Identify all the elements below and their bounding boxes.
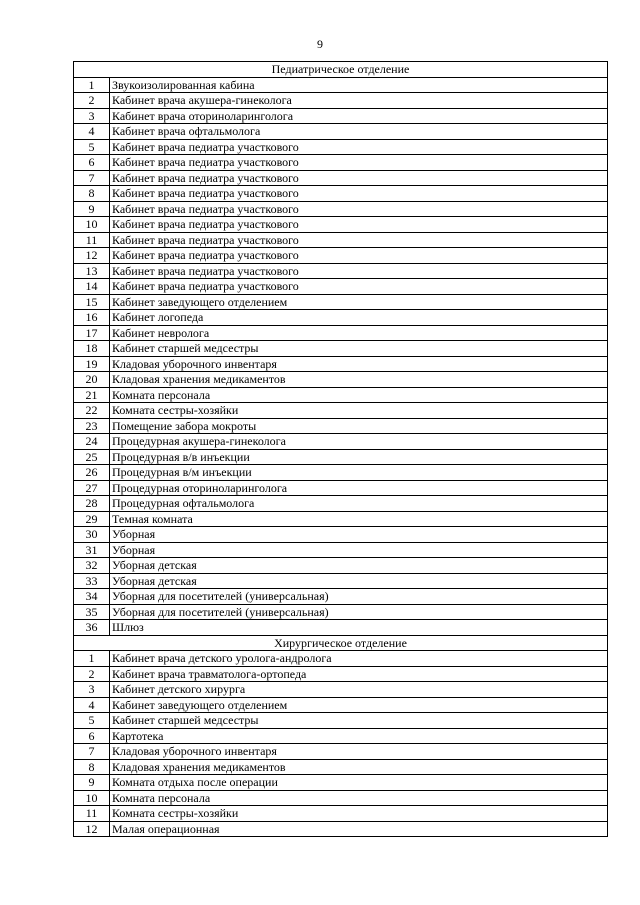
room-name: Кладовая хранения медикаментов [110,759,608,775]
room-name: Кабинет логопеда [110,310,608,326]
table-row [74,372,608,388]
table-row [74,666,608,682]
row-number: 14 [74,279,110,295]
room-name: Кабинет врача педиатра участкового [110,263,608,279]
row-number: 2 [74,93,110,109]
room-name: Кабинет старшей медсестры [110,341,608,357]
room-name: Кабинет врача детского уролога-андролога [110,651,608,667]
row-number: 15 [74,294,110,310]
table-row [74,620,608,636]
table-row [74,465,608,481]
row-number: 16 [74,310,110,326]
room-name: Кабинет заведующего отделением [110,294,608,310]
room-name: Кабинет врача травматолога-ортопеда [110,666,608,682]
room-name: Уборная [110,542,608,558]
table-row [74,449,608,465]
table-row [74,217,608,233]
row-number: 18 [74,341,110,357]
room-name: Кабинет врача педиатра участкового [110,139,608,155]
row-number: 6 [74,155,110,171]
room-name: Кабинет врача педиатра участкового [110,279,608,295]
room-name: Кабинет врача акушера-гинеколога [110,93,608,109]
row-number: 24 [74,434,110,450]
table-row [74,806,608,822]
row-number: 34 [74,589,110,605]
room-name: Кабинет врача педиатра участкового [110,186,608,202]
table-row [74,108,608,124]
row-number: 3 [74,108,110,124]
table-row [74,589,608,605]
table-row [74,201,608,217]
row-number: 28 [74,496,110,512]
row-number: 12 [74,248,110,264]
row-number: 29 [74,511,110,527]
row-number: 23 [74,418,110,434]
room-name: Комната сестры-хозяйки [110,403,608,419]
row-number: 11 [74,806,110,822]
row-number: 21 [74,387,110,403]
table-row [74,356,608,372]
table-row [74,124,608,140]
room-name: Уборная [110,527,608,543]
room-name: Кабинет врача педиатра участкового [110,155,608,171]
room-name: Процедурная оториноларинголога [110,480,608,496]
row-number: 4 [74,124,110,140]
table-row [74,294,608,310]
room-name: Уборная для посетителей (универсальная) [110,589,608,605]
row-number: 10 [74,217,110,233]
row-number: 33 [74,573,110,589]
row-number: 8 [74,186,110,202]
page-number: 9 [317,37,323,51]
row-number: 12 [74,821,110,837]
room-name: Кабинет врача педиатра участкового [110,232,608,248]
row-number: 32 [74,558,110,574]
row-number: 11 [74,232,110,248]
table-row [74,821,608,837]
row-number: 6 [74,728,110,744]
table-row [74,77,608,93]
row-number: 1 [74,651,110,667]
row-number: 5 [74,139,110,155]
table-row [74,248,608,264]
rooms-table [73,61,608,837]
room-name: Темная комната [110,511,608,527]
table-row [74,775,608,791]
room-name: Кабинет старшей медсестры [110,713,608,729]
row-number: 5 [74,713,110,729]
table-row [74,93,608,109]
room-name: Кабинет врача педиатра участкового [110,248,608,264]
table-row [74,790,608,806]
room-name: Уборная детская [110,573,608,589]
table-row [74,651,608,667]
section-title: Хирургическое отделение [74,635,608,651]
room-name: Комната персонала [110,790,608,806]
row-number: 10 [74,790,110,806]
room-name: Кабинет врача офтальмолога [110,124,608,140]
row-number: 22 [74,403,110,419]
room-name: Кладовая хранения медикаментов [110,372,608,388]
room-name: Процедурная офтальмолога [110,496,608,512]
table-row [74,139,608,155]
room-name: Комната персонала [110,387,608,403]
row-number: 35 [74,604,110,620]
row-number: 1 [74,77,110,93]
row-number: 25 [74,449,110,465]
room-name: Помещение забора мокроты [110,418,608,434]
room-name: Малая операционная [110,821,608,837]
room-name: Процедурная в/м инъекции [110,465,608,481]
row-number: 26 [74,465,110,481]
table-row [74,263,608,279]
section-title: Педиатрическое отделение [74,62,608,78]
room-name: Процедурная в/в инъекции [110,449,608,465]
room-name: Комната сестры-хозяйки [110,806,608,822]
table-row [74,434,608,450]
table-row [74,728,608,744]
table-row [74,232,608,248]
room-name: Кабинет врача педиатра участкового [110,170,608,186]
row-number: 31 [74,542,110,558]
table-row [74,573,608,589]
room-name: Картотека [110,728,608,744]
table-row [74,480,608,496]
rooms-table-body [74,62,608,837]
table-row [74,403,608,419]
row-number: 36 [74,620,110,636]
room-name: Кабинет заведующего отделением [110,697,608,713]
room-name: Процедурная акушера-гинеколога [110,434,608,450]
table-row [74,387,608,403]
room-name: Кабинет невролога [110,325,608,341]
row-number: 3 [74,682,110,698]
section-header-row [74,62,608,78]
row-number: 17 [74,325,110,341]
room-name: Кабинет врача педиатра участкового [110,201,608,217]
row-number: 4 [74,697,110,713]
row-number: 7 [74,744,110,760]
table-row [74,186,608,202]
row-number: 19 [74,356,110,372]
table-row [74,170,608,186]
room-name: Кабинет врача оториноларинголога [110,108,608,124]
table-row [74,682,608,698]
room-name: Кабинет детского хирурга [110,682,608,698]
row-number: 7 [74,170,110,186]
table-row [74,418,608,434]
room-name: Кладовая уборочного инвентаря [110,744,608,760]
table-row [74,511,608,527]
row-number: 2 [74,666,110,682]
section-header-row [74,635,608,651]
table-row [74,558,608,574]
table-row [74,279,608,295]
table-row [74,697,608,713]
table-row [74,604,608,620]
row-number: 9 [74,201,110,217]
room-name: Шлюз [110,620,608,636]
table-row [74,155,608,171]
table-row [74,542,608,558]
table-row [74,325,608,341]
room-name: Кабинет врача педиатра участкового [110,217,608,233]
table-row [74,759,608,775]
row-number: 13 [74,263,110,279]
table-row [74,310,608,326]
row-number: 30 [74,527,110,543]
table-row [74,341,608,357]
room-name: Кладовая уборочного инвентаря [110,356,608,372]
table-row [74,713,608,729]
table-row [74,496,608,512]
row-number: 20 [74,372,110,388]
room-name: Звукоизолированная кабина [110,77,608,93]
table-row [74,744,608,760]
row-number: 9 [74,775,110,791]
row-number: 27 [74,480,110,496]
row-number: 8 [74,759,110,775]
room-name: Уборная детская [110,558,608,574]
table-row [74,527,608,543]
room-name: Комната отдыха после операции [110,775,608,791]
room-name: Уборная для посетителей (универсальная) [110,604,608,620]
